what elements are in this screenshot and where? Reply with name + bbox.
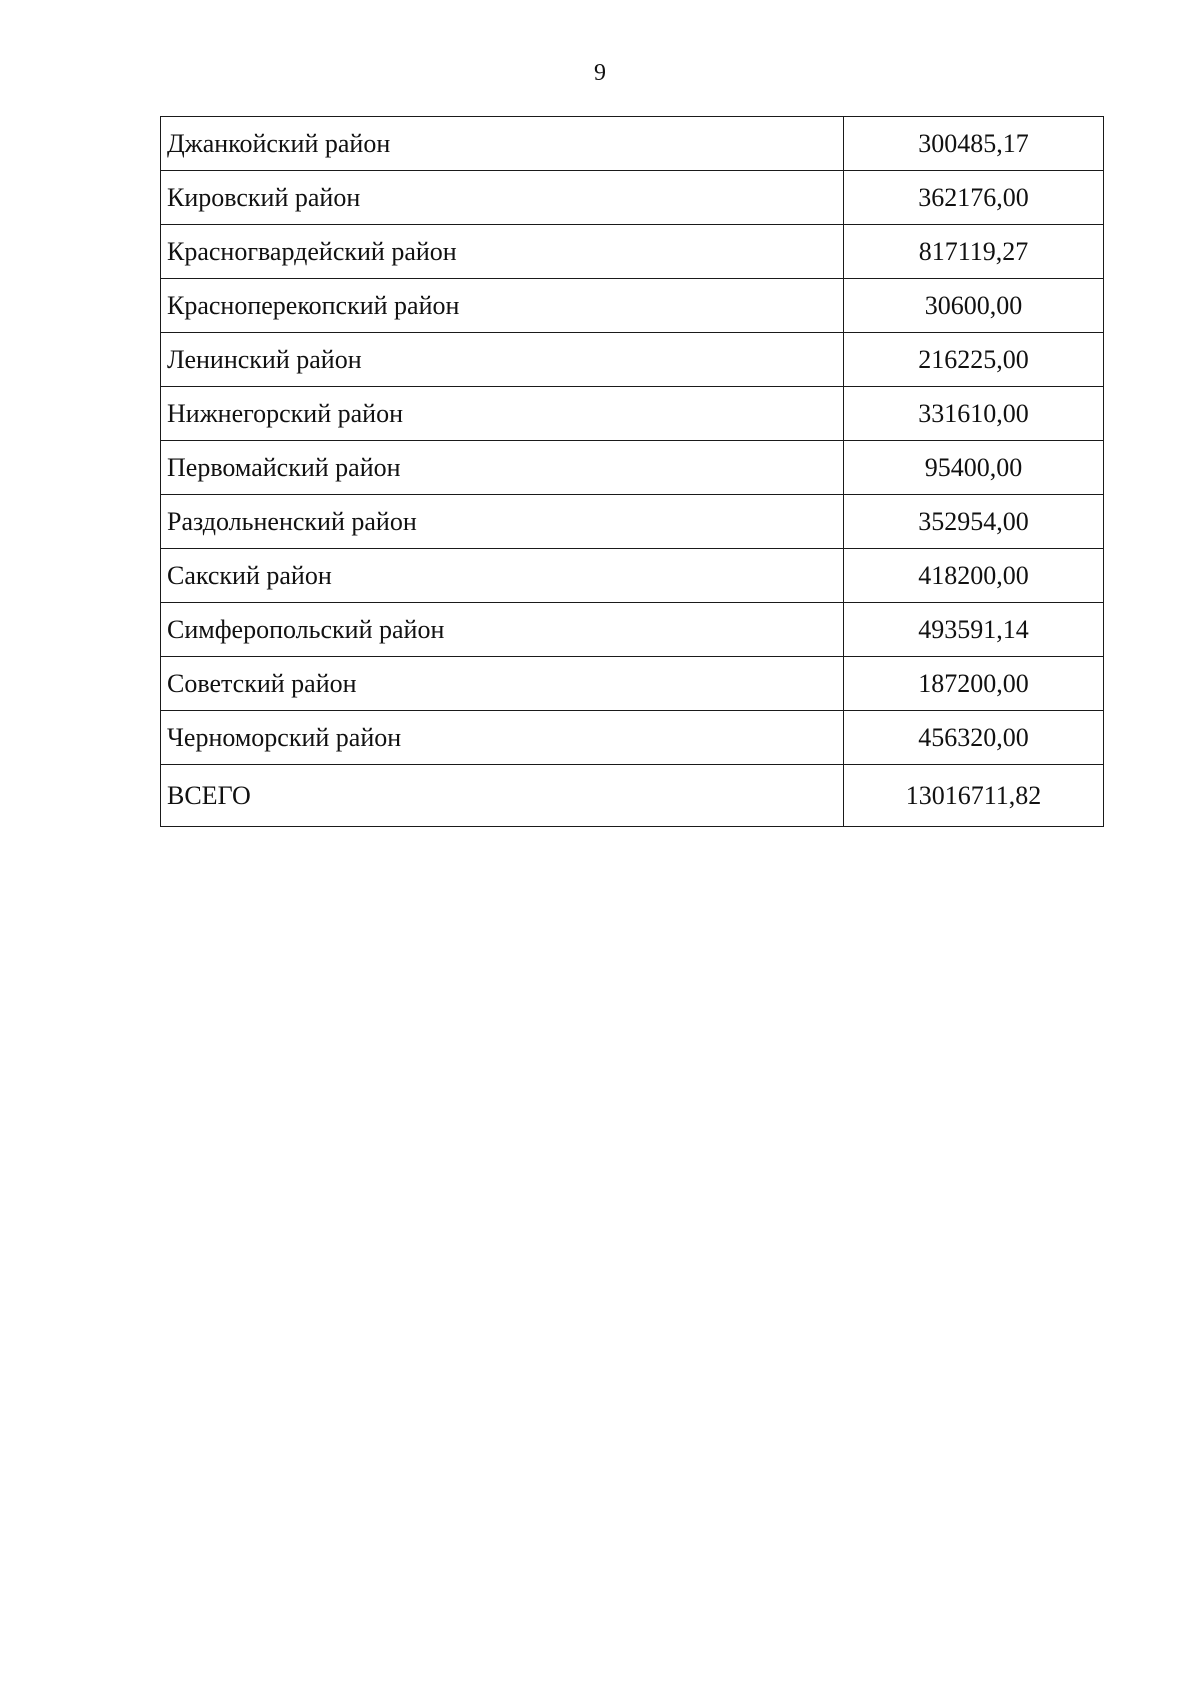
table-row <box>161 711 1104 765</box>
amount-cell: 493591,14 <box>844 603 1104 657</box>
amount-cell: 352954,00 <box>844 495 1104 549</box>
table-row <box>161 117 1104 171</box>
table-row <box>161 279 1104 333</box>
table-row <box>161 171 1104 225</box>
district-name-cell: Черноморский район <box>161 711 844 765</box>
amount-cell: 331610,00 <box>844 387 1104 441</box>
amount-cell: 456320,00 <box>844 711 1104 765</box>
total-label-cell: ВСЕГО <box>161 765 844 827</box>
amount-cell: 817119,27 <box>844 225 1104 279</box>
district-name-cell: Сакский район <box>161 549 844 603</box>
table-row <box>161 333 1104 387</box>
table-row <box>161 495 1104 549</box>
table-row <box>161 387 1104 441</box>
district-name-cell: Первомайский район <box>161 441 844 495</box>
district-name-cell: Симферопольский район <box>161 603 844 657</box>
district-name-cell: Красноперекопский район <box>161 279 844 333</box>
table-row <box>161 441 1104 495</box>
district-name-cell: Джанкойский район <box>161 117 844 171</box>
district-name-cell: Ленинский район <box>161 333 844 387</box>
table-row <box>161 549 1104 603</box>
district-name-cell: Красногвардейский район <box>161 225 844 279</box>
page-number: 9 <box>594 60 606 86</box>
district-name-cell: Советский район <box>161 657 844 711</box>
table-row <box>161 657 1104 711</box>
amount-cell: 95400,00 <box>844 441 1104 495</box>
total-row <box>161 765 1104 827</box>
amount-cell: 418200,00 <box>844 549 1104 603</box>
district-amounts-table <box>160 116 1104 827</box>
amount-cell: 30600,00 <box>844 279 1104 333</box>
table-row <box>161 603 1104 657</box>
district-name-cell: Нижнегорский район <box>161 387 844 441</box>
amount-cell: 300485,17 <box>844 117 1104 171</box>
amount-cell: 187200,00 <box>844 657 1104 711</box>
total-amount-cell: 13016711,82 <box>844 765 1104 827</box>
amount-cell: 362176,00 <box>844 171 1104 225</box>
district-name-cell: Кировский район <box>161 171 844 225</box>
district-name-cell: Раздольненский район <box>161 495 844 549</box>
table-row <box>161 225 1104 279</box>
amount-cell: 216225,00 <box>844 333 1104 387</box>
